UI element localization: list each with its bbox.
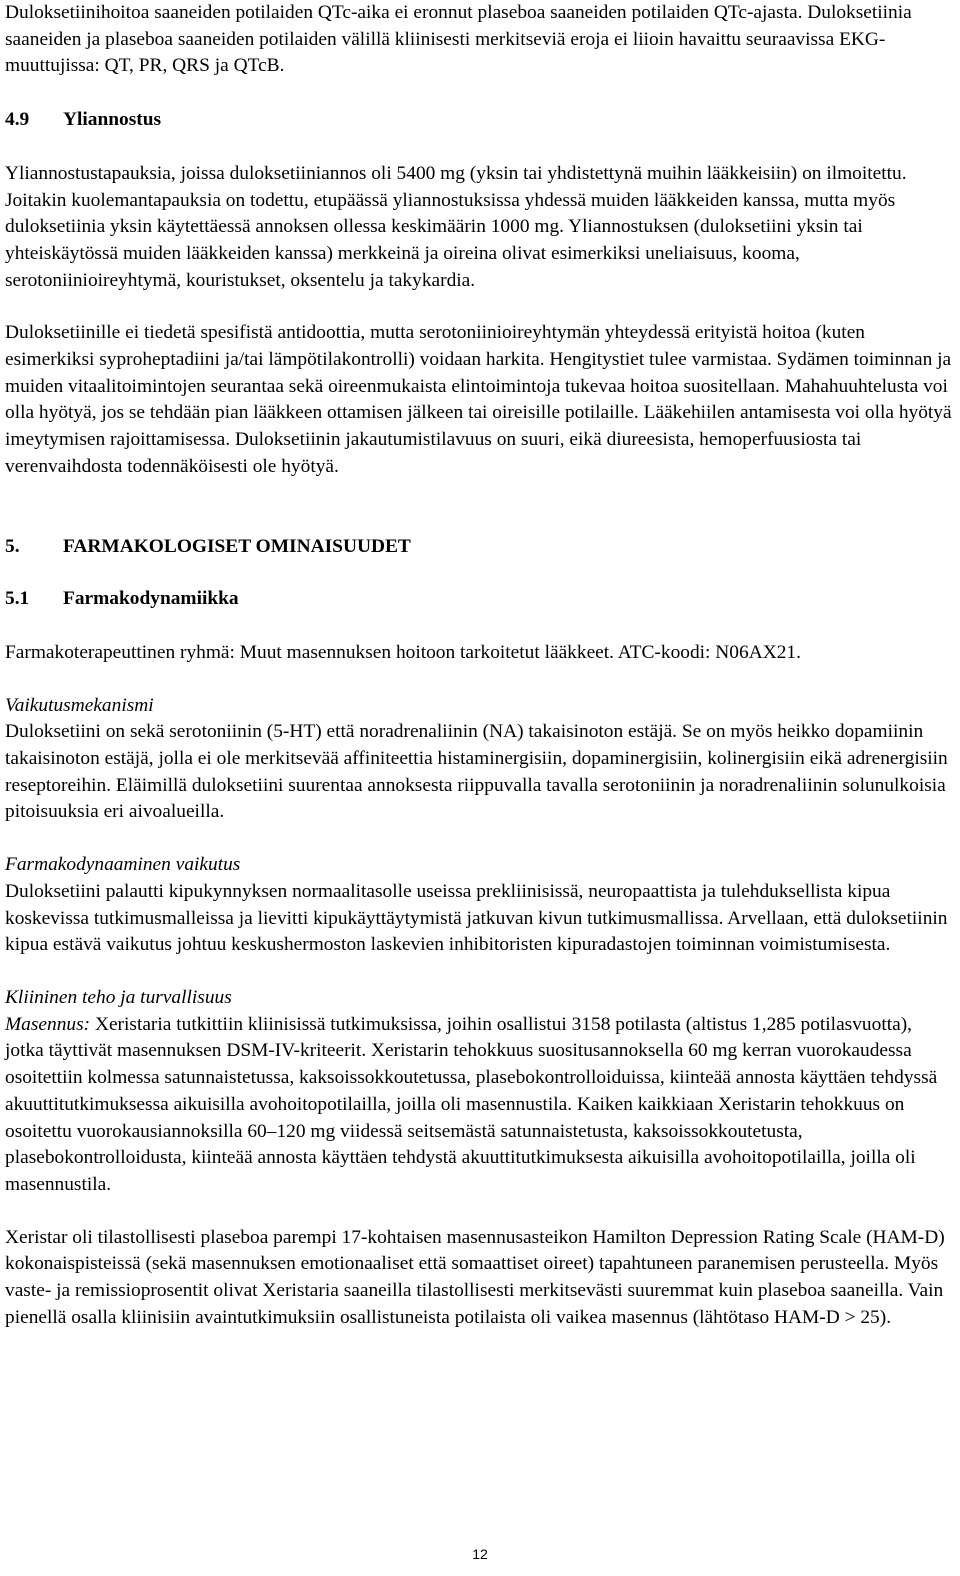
paragraph-depression: [5, 1012, 955, 1199]
heading-4-9: [5, 107, 955, 134]
heading-5: [5, 534, 955, 561]
paragraph-pd-effect: Duloksetiini palautti kipukynnyksen normaalitasolle useissa prekliinisissä, neuropaattista ja tulehduksellista kipua koskevissa tutkimusmalleissa ja lievitti kipukäyttäytymistä jatkuvan kivun tutkimusmallissa. Arvellaan, että duloksetiinin kipua estävä vaikutus johtuu keskushermoston laskevien inhibitoristen kipuradastojen toiminnan voimistumisesta.: [5, 880, 948, 956]
heading-title: FARMAKOLOGISET OMINAISUUDET: [63, 535, 411, 557]
depression-text: Xeristaria tutkittiin kliinisissä tutkimuksissa, joihin osallistui 3158 potilasta (altistus 1,285 potilasvuotta), jotka täyttivät masennuksen DSM-IV-kriteerit. Xeristarin tehokkuus suositusannoksella 60 mg kerran vuorokaudessa osoitettiin kolmessa satunnaistetussa, kaksoissokkoutetussa, plasebokontrolloiduissa, kiinteää annosta käyttäen tehdyssä akuuttitutkimuksessa aikuisilla avohoitopotilailla, joilla oli masennustila. Kaiken kaikkiaan Xeristarin tehokkuus on osoitettu vuorokausiannoksilla 60–120 mg viidessä seitsemästä satunnaistetusta, kaksoissokkoutetusta, plasebokontrolloidusta, kiinteää annosta käyttäen tehdystä akuuttitutkimuksesta aikuisilla avohoitopotilailla, joilla oli masennustila.: [5, 1013, 938, 1195]
subheading-pd-effect: Farmakodynaaminen vaikutus: [5, 854, 241, 876]
paragraph-overdose: Yliannostustapauksia, joissa duloksetiiniannos oli 5400 mg (yksin tai yhdistettynä muihin lääkkeisiin) on ilmoitettu. Joitakin kuolemantapauksia on todettu, etupäässä yliannostuksissa yhdessä muiden lääkkeiden kanssa, mutta myös duloksetiinia yksin käytettäessä annoksen ollessa keskimäärin 1000 mg. Yliannostuksen (duloksetiini yksin tai yhteiskäytössä muiden lääkkeiden kanssa) merkkeinä ja oireina olivat esimerkiksi uneliaisuus, kooma, serotoniinioireyhtymä, kouristukset, oksentelu ja takykardia.: [5, 162, 907, 291]
page-number: 12: [472, 1546, 488, 1562]
subheading-clinical: Kliininen teho ja turvallisuus: [5, 986, 232, 1008]
heading-number: 4.9: [5, 109, 30, 131]
heading-title: Farmakodynamiikka: [63, 588, 239, 610]
heading-number: 5.: [5, 535, 20, 557]
paragraph-antidote: Duloksetiinille ei tiedetä spesifistä antidoottia, mutta serotoniinioireyhtymän yhteydessä erityistä hoitoa (kuten esimerkiksi syproheptadiini ja/tai lämpötilakontrolli) voidaan harkita. Hengitystiet tulee varmistaa. Sydämen toiminnan ja muiden vitaalitoimintojen seurantaa sekä oireenmukaista elintoimintoja tukevaa hoitoa suositellaan. Mahahuuhtelusta voi olla hyötyä, jos se tehdään pian lääkkeen ottamisen jälkeen tai oireisille potilaille. Lääkehiilen antamisesta voi olla hyötyä imeytymisen rajoittamisessa. Duloksetiinin jakautumistilavuus on suuri, eikä diureesista, hemoperfuusiosta tai verenvaihdosta todennäköisesti ole hyötyä.: [5, 322, 952, 477]
subheading-mechanism: Vaikutusmekanismi: [5, 694, 154, 716]
paragraph-ham-d: Xeristar oli tilastollisesti plaseboa parempi 17-kohtaisen masennusasteikon Hamilton Depression Rating Scale (HAM-D) kokonaispisteissä (sekä masennuksen emotionaaliset että somaattiset oireet) tapahtuneen paranemisen perusteella. Myös vaste- ja remissioprosentit olivat Xeristaria saaneilla tilastollisesti merkitsevästi suuremmat kuin plaseboa saaneilla. Vain pienellä osalla kliinisiin avaintutkimuksiin osallistuneista potilaista oli vaikea masennus (lähtötaso HAM-D > 25).: [5, 1226, 945, 1328]
heading-number: 5.1: [5, 588, 30, 610]
heading-5-1: [5, 586, 955, 613]
paragraph-qtc: Duloksetiinihoitoa saaneiden potilaiden QTc-aika ei eronnut plaseboa saaneiden potilaiden QTc-ajasta. Duloksetiinia saaneiden ja plaseboa saaneiden potilaiden välillä kliinisesti merkitseviä eroja ei liioin havaittu seuraavissa EKG-muuttujissa: QT, PR, QRS ja QTcB.: [5, 2, 912, 77]
heading-title: Yliannostus: [63, 109, 162, 131]
document-page: [5, 0, 955, 1331]
depression-lead: Masennus:: [5, 1013, 91, 1035]
paragraph-atc: Farmakoterapeuttinen ryhmä: Muut masennuksen hoitoon tarkoitetut lääkkeet. ATC-koodi: N06AX21.: [5, 641, 801, 663]
paragraph-mechanism: Duloksetiini on sekä serotoniinin (5-HT) että noradrenaliinin (NA) takaisinoton estäjä. Se on myös heikko dopamiinin takaisinoton estäjä, jolla ei ole merkitsevää affiniteettia histaminergisiin, dopaminergisiin, kolinergisiin eikä adrenergisiin reseptoreihin. Eläimillä duloksetiini suurentaa annoksesta riippuvalla tavalla serotoniinin ja noradrenaliinin solunulkoisia pitoisuuksia eri aivoalueilla.: [5, 721, 948, 823]
